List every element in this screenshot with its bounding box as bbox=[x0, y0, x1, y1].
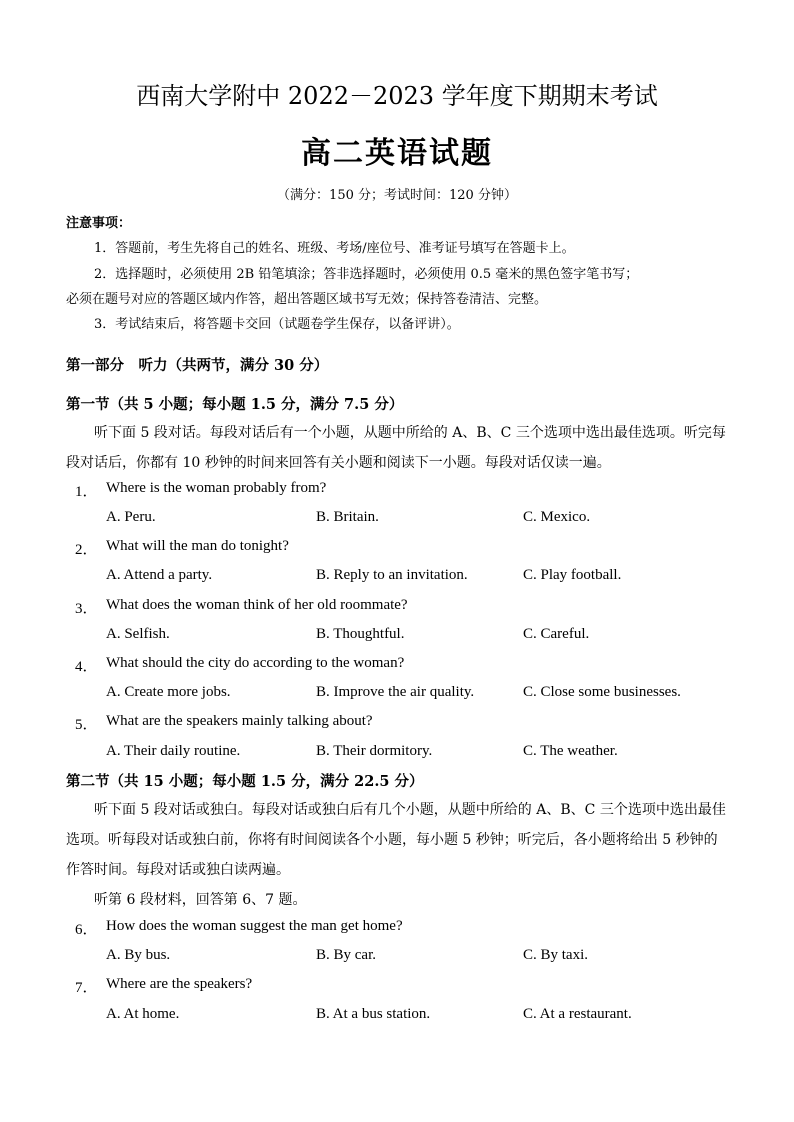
option-a: A. Attend a party. bbox=[106, 567, 213, 583]
notice-heading: 注意事项： bbox=[66, 216, 132, 231]
notice-line-3: 必须在题号对应的答题区域内作答，超出答题区域书写无效；保持答卷清洁、完整。 bbox=[66, 292, 548, 307]
question-text: What should the city do according to the woman? bbox=[106, 655, 405, 671]
question-text: What will the man do tonight? bbox=[106, 538, 289, 554]
option-c: C. Careful. bbox=[523, 626, 590, 642]
notice-line-2: 2．选择题时，必须使用 2B 铅笔填涂；答非选择题时，必须使用 0.5 毫米的黑色签字笔书写； bbox=[94, 267, 639, 282]
option-b: B. Britain. bbox=[316, 509, 379, 525]
question-text: Where is the woman probably from? bbox=[106, 480, 327, 496]
option-a: A. By bus. bbox=[106, 947, 171, 963]
option-a: A. Their daily routine. bbox=[106, 743, 241, 759]
option-b: B. Thoughtful. bbox=[316, 626, 405, 642]
question-text: What are the speakers mainly talking about? bbox=[106, 713, 373, 729]
option-b: B. Reply to an invitation. bbox=[316, 567, 468, 583]
section1-instructions: 听下面 5 段对话。每段对话后有一个小题，从题中所给的 A、B、C 三个选项中选出最佳选项。听完每段对话后，你都有 10 秒钟的时间来回答有关小题和阅读下一小题。每段对话仅读一遍。 bbox=[66, 425, 726, 471]
section2-instructions: 听下面 5 段对话或独白。每段对话或独白后有几个小题，从题中所给的 A、B、C 三个选项中选出最佳选项。听每段对话或独白前，你将有时间阅读各个小题，每小题 5 秒钟；听完后，各小题将给出 5 秒钟的作答时间。每段对话或独白读两遍。 bbox=[66, 802, 726, 878]
question-number: 2． bbox=[75, 542, 98, 558]
question-number: 6． bbox=[75, 922, 98, 938]
option-b: B. Improve the air quality. bbox=[316, 684, 475, 700]
option-b: B. Their dormitory. bbox=[316, 743, 433, 759]
option-a: A. Selfish. bbox=[106, 626, 170, 642]
option-c: C. Mexico. bbox=[523, 509, 591, 525]
option-c: C. Play football. bbox=[523, 567, 622, 583]
part1-heading: 第一部分 听力（共两节，满分 30 分） bbox=[66, 357, 329, 374]
exam-meta: （满分：150 分；考试时间：120 分钟） bbox=[277, 188, 517, 203]
option-b: B. At a bus station. bbox=[316, 1006, 431, 1022]
notice-line-4: 3．考试结束后，将答题卡交回（试题卷学生保存，以备评讲）。 bbox=[94, 317, 460, 332]
question-number: 3． bbox=[75, 601, 98, 617]
section2-heading: 第二节（共 15 小题；每小题 1.5 分，满分 22.5 分） bbox=[66, 773, 424, 790]
question-number: 5． bbox=[75, 717, 98, 733]
option-c: C. At a restaurant. bbox=[523, 1006, 632, 1022]
question-number: 7． bbox=[75, 980, 98, 996]
question-number: 4． bbox=[75, 659, 98, 675]
option-a: A. Peru. bbox=[106, 509, 156, 525]
question-number: 1． bbox=[75, 484, 98, 500]
option-c: C. The weather. bbox=[523, 743, 618, 759]
question-text: How does the woman suggest the man get home? bbox=[106, 918, 403, 934]
section1-heading: 第一节（共 5 小题；每小题 1.5 分，满分 7.5 分） bbox=[66, 396, 404, 413]
option-b: B. By car. bbox=[316, 947, 376, 963]
option-c: C. Close some businesses. bbox=[523, 684, 681, 700]
option-a: A. Create more jobs. bbox=[106, 684, 231, 700]
subject-title: 高二英语试题 bbox=[301, 136, 493, 171]
question-text: Where are the speakers? bbox=[106, 976, 253, 992]
option-a: A. At home. bbox=[106, 1006, 180, 1022]
material-note: 听第 6 段材料，回答第 6、7 题。 bbox=[94, 892, 307, 908]
option-c: C. By taxi. bbox=[523, 947, 589, 963]
school-exam-title: 西南大学附中 2022－2023 学年度下期期末考试 bbox=[136, 82, 658, 110]
notice-line-1: 1．答题前，考生先将自己的姓名、班级、考场/座位号、准考证号填写在答题卡上。 bbox=[94, 241, 575, 256]
question-text: What does the woman think of her old roommate? bbox=[106, 597, 408, 613]
